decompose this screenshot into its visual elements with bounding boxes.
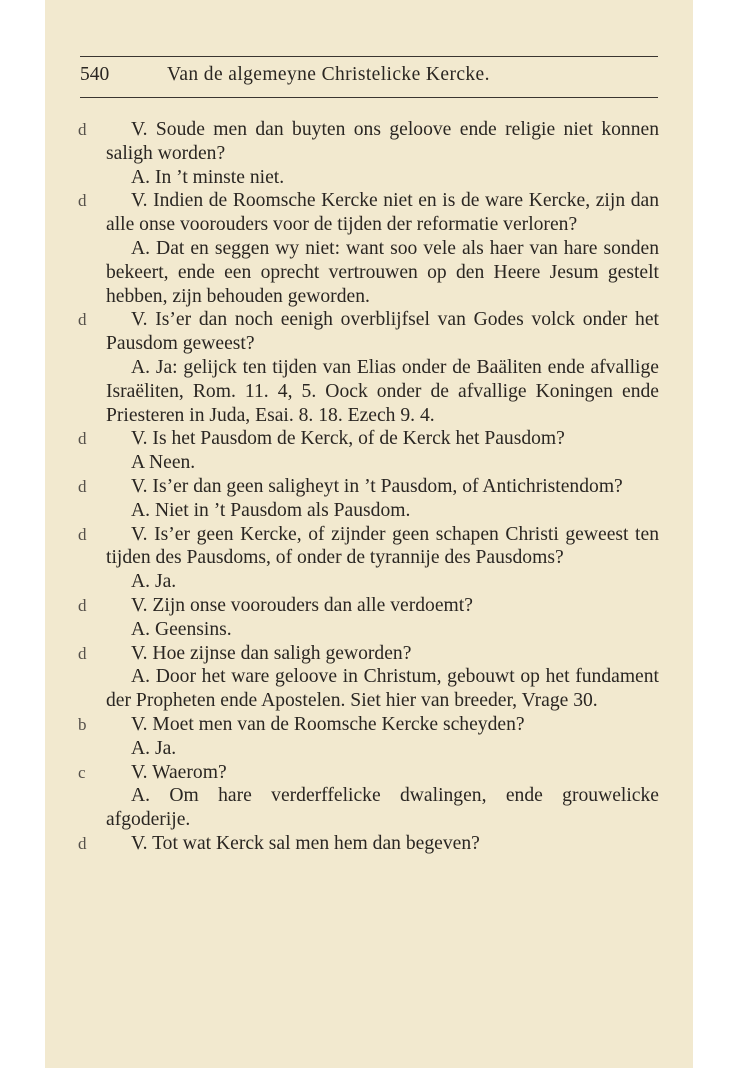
- question-text: V. Is’er geen Kercke, of zijnder geen schapen Christi geweest ten tijden des Pausdoms, of onder de tyrannije des Pausdoms?: [106, 523, 659, 569]
- question-text: V. Soude men dan buyten ons geloove ende religie niet konnen saligh worden?: [106, 119, 659, 164]
- margin-marker: d: [78, 310, 87, 330]
- answer-text: A. Om hare verderffelicke dwalingen, ende grouwelicke afgoderije.: [106, 785, 659, 831]
- answer-row: [106, 570, 659, 594]
- answer-row: [106, 618, 659, 642]
- question-row: [78, 761, 659, 785]
- margin-marker: d: [78, 833, 87, 853]
- question-row: [78, 642, 659, 666]
- page-number: 540: [80, 64, 110, 85]
- question-text: V. Hoe zijnse dan saligh geworden?: [131, 642, 412, 664]
- answer-text: A. Ja.: [131, 737, 177, 759]
- question-row: [78, 832, 659, 856]
- question-text: V. Waerom?: [131, 761, 227, 783]
- question-row: [78, 523, 659, 571]
- answer-row: [106, 784, 659, 832]
- margin-marker: c: [78, 762, 86, 782]
- answer-text: A. Ja: gelijck ten tijden van Elias onder de Baäliten ende afvallige Israëliten, Rom. 11. 4, 5. Oock onder de afvallige Koningen ende Priesteren in Juda, Esai. 8. 18. Ezech 9. 4.: [106, 356, 659, 426]
- header-top-rule: [80, 56, 658, 57]
- question-text: V. Zijn onse voorouders dan alle verdoemt?: [131, 594, 473, 616]
- question-text: V. Moet men van de Roomsche Kercke scheyden?: [131, 713, 525, 735]
- question-row: [78, 118, 659, 166]
- question-row: [78, 713, 659, 737]
- answer-row: [106, 166, 659, 190]
- question-row: [78, 189, 659, 237]
- question-row: [78, 427, 659, 451]
- margin-marker: d: [78, 476, 87, 496]
- margin-marker: d: [78, 595, 87, 615]
- answer-text: A. Dat en seggen wy niet: want soo vele als haer van hare sonden bekeert, ende een oprecht vertrouwen op den Heere Jesum gestelt hebben, zijn behouden geworden.: [106, 237, 659, 307]
- answer-text: A. Ja.: [131, 571, 177, 593]
- margin-marker: d: [78, 429, 87, 449]
- answer-row: [106, 499, 659, 523]
- margin-marker: d: [78, 191, 87, 211]
- margin-marker: d: [78, 524, 87, 544]
- answer-text: A Neen.: [131, 452, 196, 474]
- answer-row: [106, 451, 659, 475]
- page-header: [80, 64, 658, 90]
- book-page: [45, 0, 693, 1068]
- question-row: [78, 308, 659, 356]
- answer-row: [106, 665, 659, 713]
- answer-row: [106, 356, 659, 427]
- question-text: V. Is het Pausdom de Kerck, of de Kerck het Pausdom?: [131, 428, 565, 450]
- question-row: [78, 594, 659, 618]
- answer-row: [106, 737, 659, 761]
- running-title: Van de algemeyne Christelicke Kercke.: [167, 64, 490, 85]
- question-row: [78, 475, 659, 499]
- answer-text: A. Door het ware geloove in Christum, gebouwt op het fundament der Propheten ende Apostelen. Siet hier van breeder, Vrage 30.: [106, 666, 659, 712]
- margin-marker: d: [78, 643, 87, 663]
- question-text: V. Is’er dan geen saligheyt in ’t Pausdom, of Antichristendom?: [131, 475, 623, 497]
- answer-text: A. In ’t minste niet.: [131, 166, 285, 188]
- margin-marker: d: [78, 120, 87, 139]
- answer-text: A. Niet in ’t Pausdom als Pausdom.: [131, 499, 411, 521]
- answer-row: [106, 237, 659, 308]
- question-text: V. Tot wat Kerck sal men hem dan begeven?: [131, 832, 480, 854]
- question-text: V. Is’er dan noch eenigh overblijfsel van Godes volck onder het Pausdom geweest?: [106, 309, 659, 355]
- answer-text: A. Geensins.: [131, 618, 232, 640]
- catechism-text: [78, 118, 659, 856]
- margin-marker: b: [78, 714, 87, 734]
- question-text: V. Indien de Roomsche Kercke niet en is de ware Kercke, zijn dan alle onse voorouders voor de tijden der reformatie verloren?: [106, 190, 659, 236]
- header-bottom-rule: [80, 97, 658, 98]
